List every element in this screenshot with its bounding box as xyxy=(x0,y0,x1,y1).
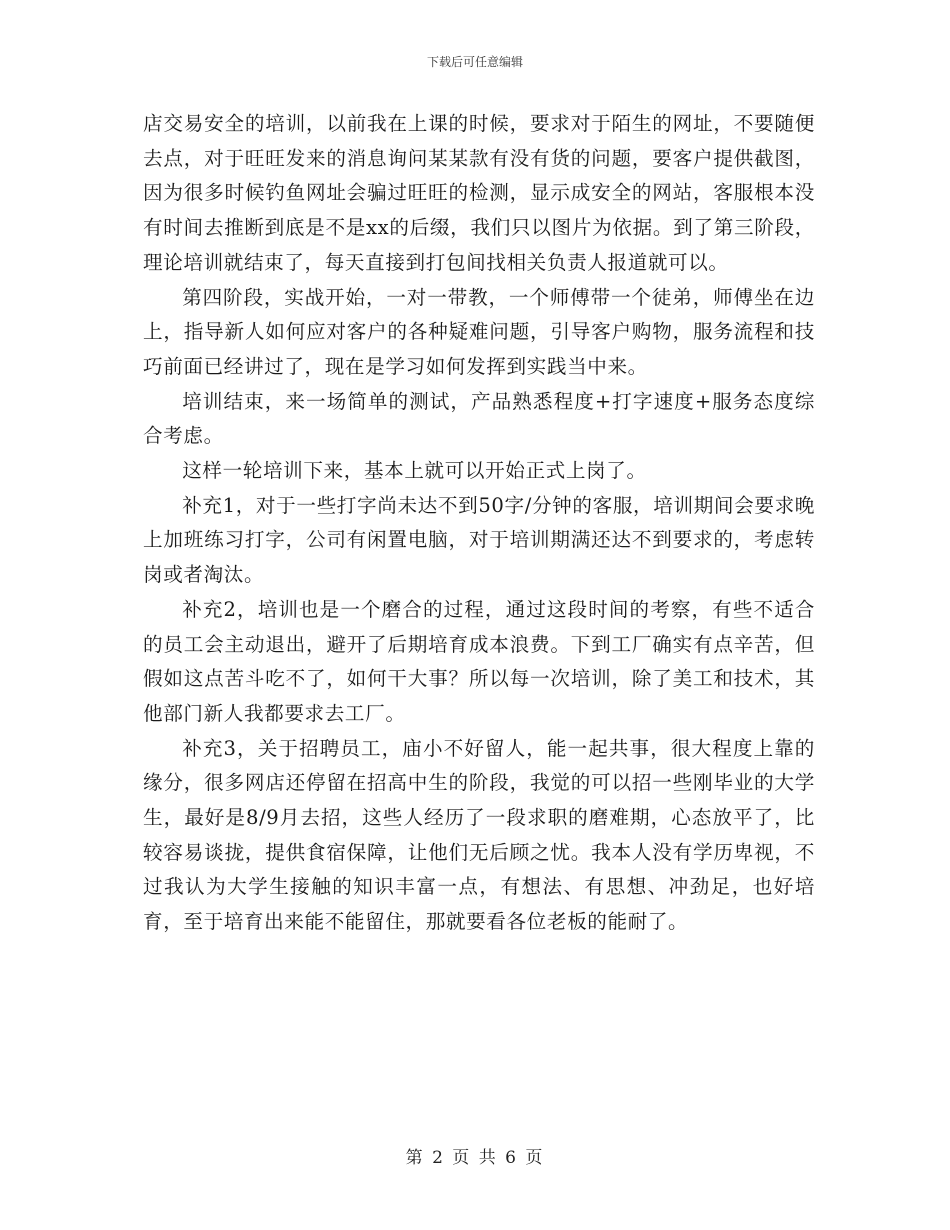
paragraph-5: 补充1，对于一些打字尚未达不到50字/分钟的客服，培训期间会要求晚上加班练习打字，公司有闲置电脑，对于培训期满还达不到要求的，考虑转岗或者淘汰。 xyxy=(143,493,815,587)
paragraph-3: 培训结束，来一场简单的测试，产品熟悉程度+打字速度+服务态度综合考虑。 xyxy=(143,389,815,448)
page-header: 下载后可任意编辑 xyxy=(426,55,523,69)
paragraph-1: 店交易安全的培训，以前我在上课的时候，要求对于陌生的网址，不要随便去点，对于旺旺发来的消息询问某某款有没有货的问题，要客户提供截图，因为很多时候钓鱼网址会骗过旺旺的检测，显示成安全的网站，客服根本没有时间去推断到底是不是xx的后缀，我们只以图片为依据。到了第三阶段，理论培训就结束了，每天直接到打包间找相关负责人报道就可以。 xyxy=(143,112,815,274)
paragraph-4: 这样一轮培训下来，基本上就可以开始正式上岗了。 xyxy=(182,459,647,483)
paragraph-6: 补充2，培训也是一个磨合的过程，通过这段时间的考察，有些不适合的员工会主动退出，避开了后期培育成本浪费。下到工厂确实有点辛苦，但假如这点苦斗吃不了，如何干大事？所以每一次培训，除了美工和技术，其他部门新人我都要求去工厂。 xyxy=(143,597,815,725)
paragraph-7: 补充3，关于招聘员工，庙小不好留人，能一起共事，很大程度上靠的缘分，很多网店还停留在招高中生的阶段，我觉的可以招一些刚毕业的大学生，最好是8/9月去招，这些人经历了一段求职的磨难期，心态放平了，比较容易谈拢，提供食宿保障，让他们无后顾之忧。我本人没有学历卑视，不过我认为大学生接触的知识丰富一点，有想法、有思想、冲劲足，也好培育，至于培育出来能不能留住，那就要看各位老板的能耐了。 xyxy=(143,736,815,934)
paragraph-2: 第四阶段，实战开始，一对一带教，一个师傅带一个徒弟，师傅坐在边上，指导新人如何应对客户的各种疑难问题，引导客户购物，服务流程和技巧前面已经讲过了，现在是学习如何发挥到实践当中来。 xyxy=(143,285,815,378)
page-footer: 第 2 页 共 6 页 xyxy=(405,1148,545,1168)
document-body xyxy=(143,107,815,940)
